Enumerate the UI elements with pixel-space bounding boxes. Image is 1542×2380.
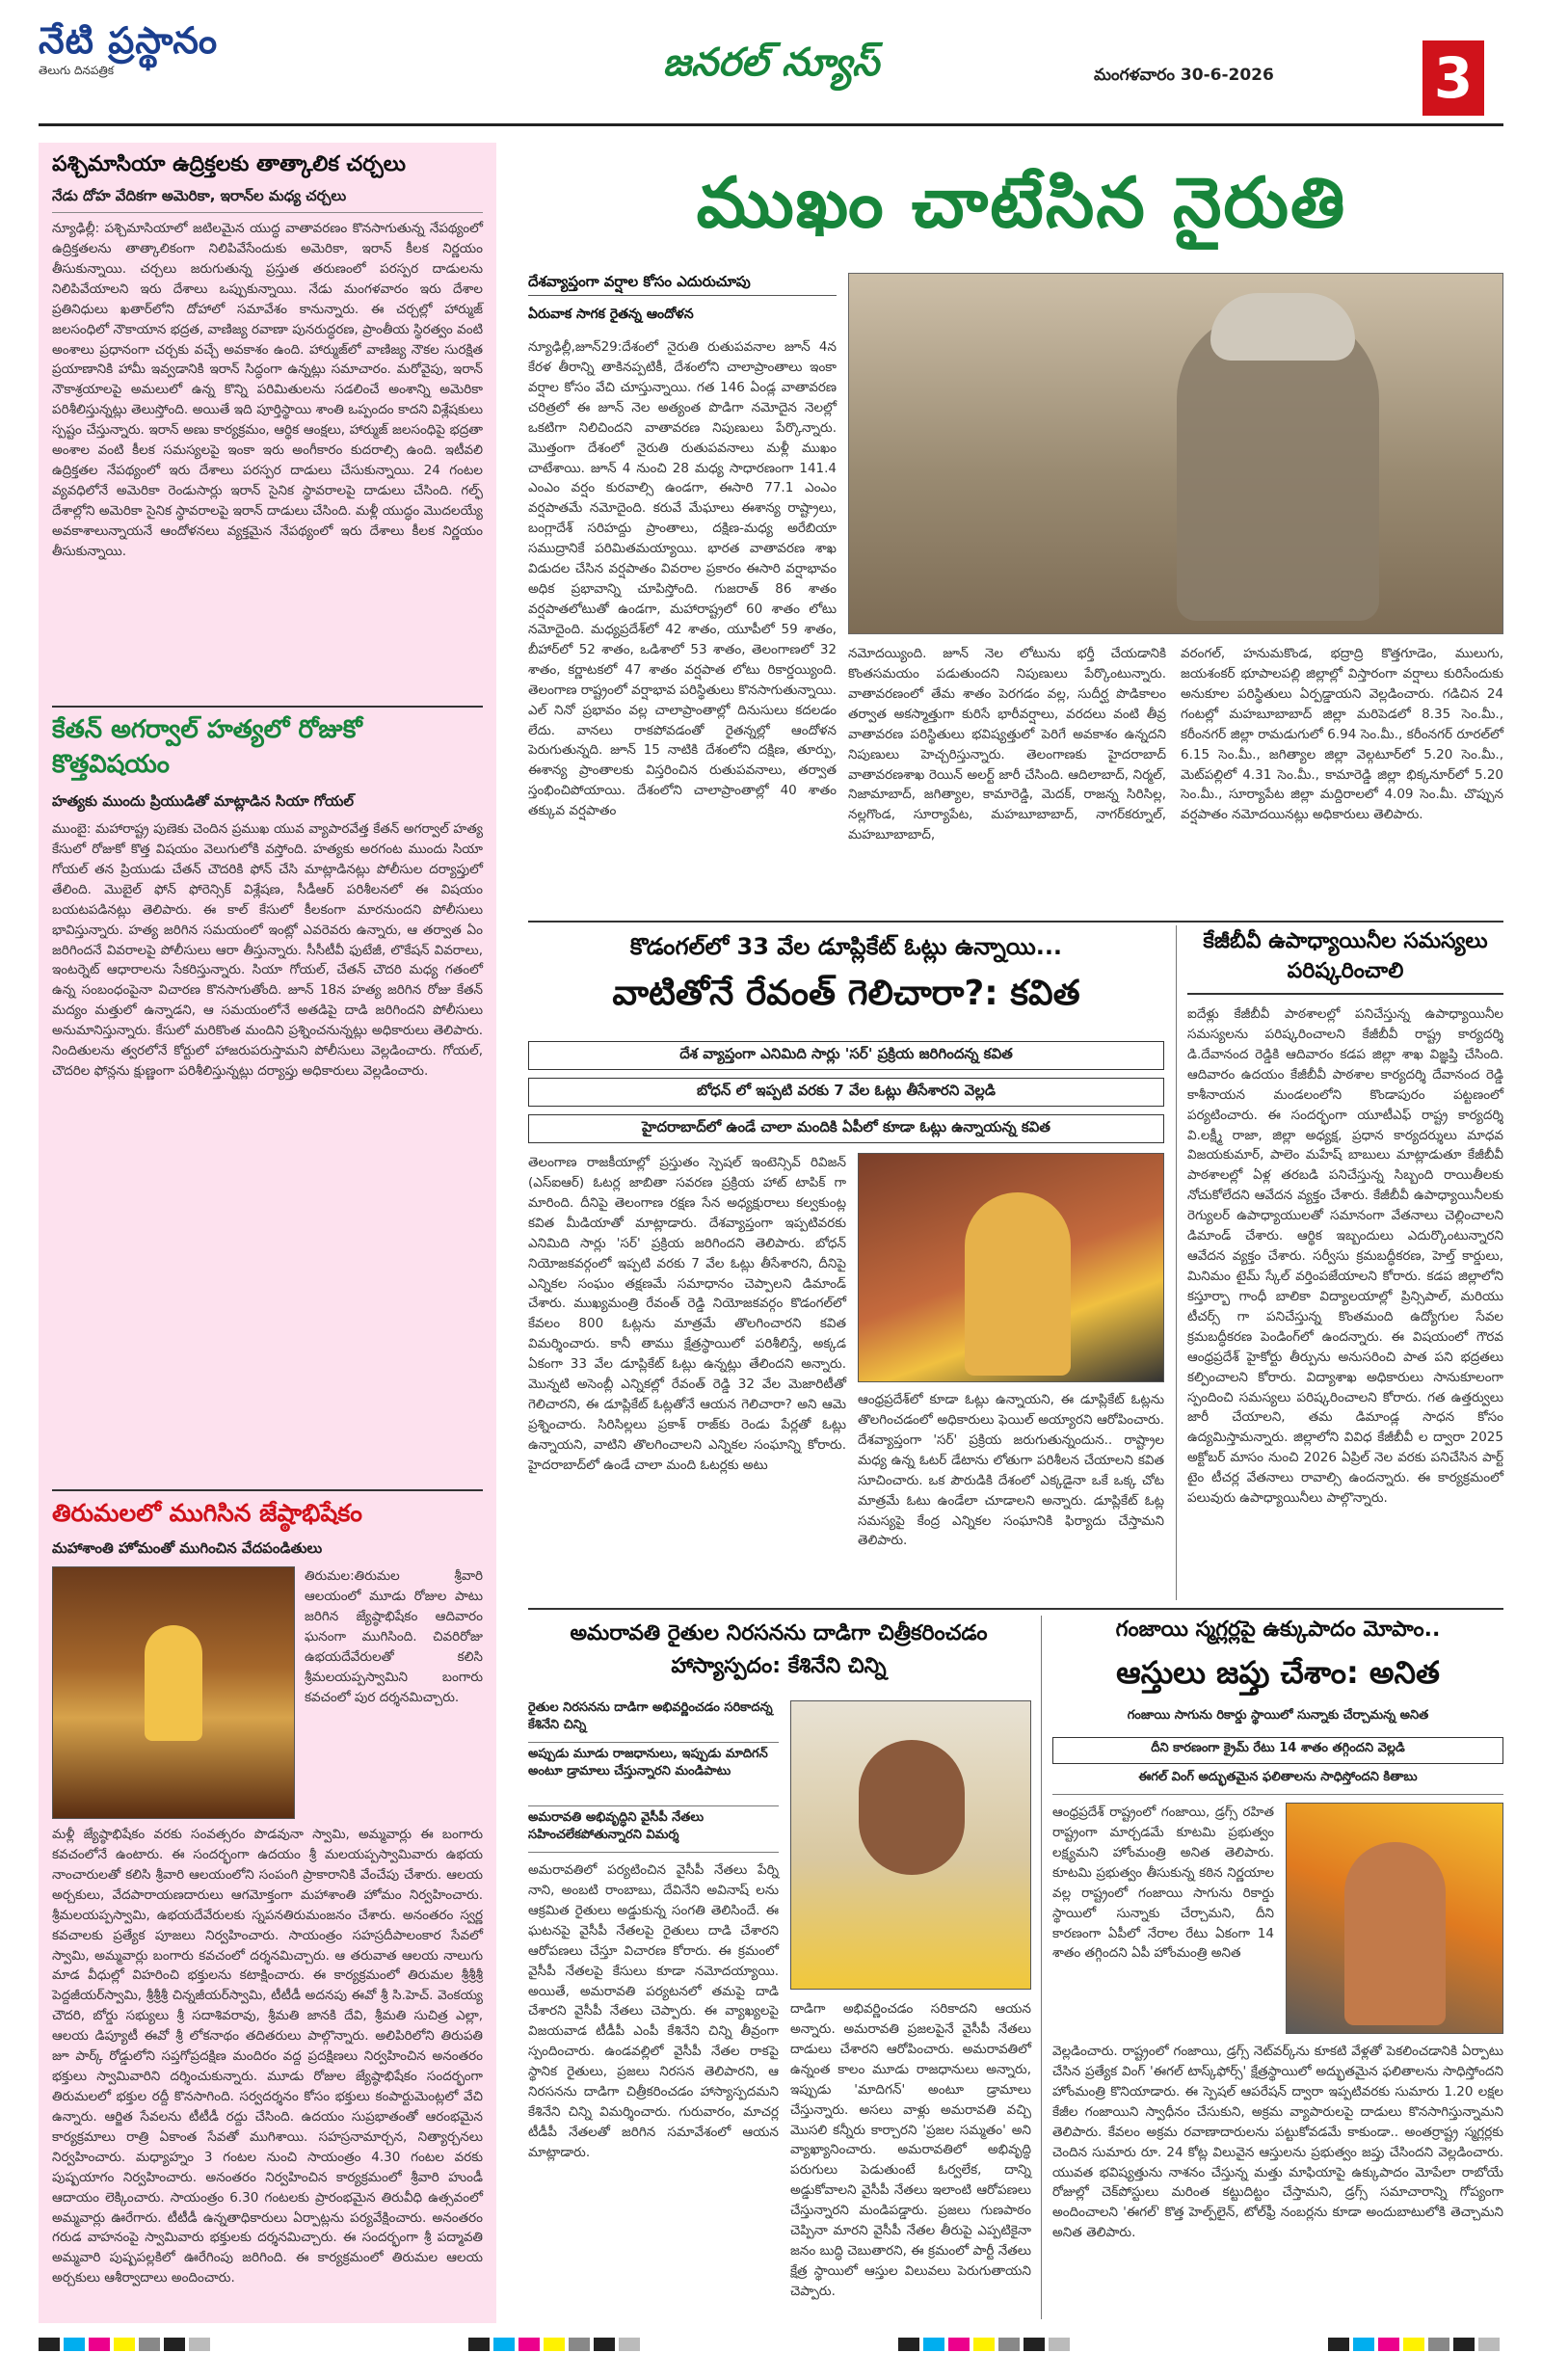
logo-subtitle: తెలుగు దినపత్రిక	[39, 64, 115, 77]
left-column	[39, 143, 496, 2323]
anitha-sub-3: ఈగల్ వింగ్ అద్భుతమైన ఫలితాలను సాధిస్తోందని కితాబు	[1052, 1770, 1503, 1795]
amaravati-photo	[790, 1700, 1031, 1990]
amaravati-body-right: దాడిగా అభివర్ణించడం సరికాదని ఆయన అన్నారు. అమరావతి ప్రజలపైనే వైసీపీ నేతలు దాడులు చేశారని ఆరోపించారు. అమరావతిలో ఉన్నంత కాలం మూడు రాజధానులు అన్నారు, ఇప్పుడు 'మాదిగన్' అంటూ డ్రామాలు చేస్తున్నారు. అసలు వాళ్లు అమరావతి వచ్చి మొసలి కన్నీరు కార్చారని 'ప్రజల సమ్మతం' అని వ్యాఖ్యానించారు. అమరావతిలో అభివృద్ధి పరుగులు పెడుతుంటే ఓర్వలేక, దాన్ని అడ్డుకోవాలని వైసీపీ నేతలు ఇలాంటి ఆరోపణలు చేస్తున్నారని మండిపడ్డారు. ప్రజలు గుణపాఠం చెప్పినా మారని వైసీపీ నేతల తీరుపై ఎప్పటికైనా జనం బుద్ధి చెబుతారని, ఈ క్రమంలో పార్టీ నేతలు క్షేత్ర స్థాయిలో ఆస్తుల విలువలు పెరుగుతాయని చెప్పారు.	[790, 2001, 1031, 2299]
anitha-kicker: గంజాయి స్మగ్లర్లపై ఉక్కుపాదం మోపాం..	[1115, 1618, 1441, 1642]
reg-group-1	[39, 2338, 214, 2355]
left-story-3-title: తిరుమలలో ముగిసిన జేష్ఠాభిషేకం	[52, 1489, 483, 1534]
amaravati-sub-3: అమరావతి అభివృద్ధిని వైసీపీ నేతలు సహించలేకపోతున్నారని విమర్శ	[528, 1810, 779, 1853]
farmer-turban	[1210, 293, 1355, 361]
left-story-1-title: పశ్చిమాసియా ఉద్రిక్తలకు తాత్కాలిక చర్చలు	[52, 152, 407, 176]
page-number: 3	[1422, 40, 1484, 116]
kavitha-sub-1: దేశ వ్యాప్తంగా ఎనిమిది సార్లు 'సర్' ప్రక్రియ జరిగిందన్న కవిత	[528, 1041, 1164, 1070]
lead-bottom-rule	[528, 921, 1503, 923]
reg-group-2	[468, 2338, 644, 2355]
kavitha-figure	[965, 1192, 1071, 1376]
kgbv-body: ఐదేళ్లు కేజీబీవీ పాఠశాలల్లో పనిచేస్తున్న ఉపాధ్యాయినీల సమస్యలను పరిష్కరించాలని కేజీబీవీ రాష్ట్ర కార్యదర్శి డి.దేవానంద రెడ్డికి ఆదివారం కడప జిల్లా శాఖ విజ్ఞప్తి చేసింది. ఆదివారం ఉదయం కేజీబీవీ పాఠశాల కార్యదర్శి దేవానంద రెడ్డి కాశీనాయన మండలంలోని కొండాపురం పట్టణంలో పర్యటించారు. ఈ సందర్భంగా యూటీఎఫ్ రాష్ట్ర కార్యదర్శి వి.లక్ష్మీ రాజా, జిల్లా అధ్యక్ష, ప్రధాన కార్యదర్శులు మాధవ విజయకుమార్, పాలెం మహేష్ బాబులు మాట్లాడుతూ కేజీబీవీ పాఠశాలల్లో ఏళ్ల తరబడి పనిచేస్తున్న సిబ్బంది రాయితీలకు నోచుకోలేదని ఆవేదన వ్యక్తం చేశారు. కేజీబీవీ ఉపాధ్యాయినీలకు రెగ్యులర్ ఉపాధ్యాయులతో సమానంగా వేతనాలు చెల్లించాలని డిమాండ్ చేశారు. ఆర్థిక ఇబ్బందులు ఎదుర్కొంటున్నారని ఆవేదన వ్యక్తం చేశారు. సర్వీసు క్రమబద్ధీకరణ, హెల్త్ కార్డులు, మినిమం టైమ్ స్కేల్ వర్తింపజేయాలని కోరారు. కడప జిల్లాలోని కస్తూర్బా గాంధీ బాలికా విద్యాలయాల్లో ప్రిన్సిపాల్, మరియు టీచర్స్ గా పనిచేస్తున్న కొంతమంది ఉద్యోగుల సేవల క్రమబద్ధీకరణ పెండింగ్‌లో ఉందన్నారు. ఈ విషయంలో గౌరవ ఆంధ్రప్రదేశ్ హైకోర్టు తీర్పును అనుసరించి పాత పని భద్రతలు కల్పించాలని కోరారు. విద్యాశాఖ అధికారులు సానుకూలంగా స్పందించి సమస్యలు పరిష్కరించాలని కోరారు. గత ఉత్తర్వులు జారీ చేయాలని, తమ డిమాండ్ల సాధన కోసం ఉద్యమిస్తామన్నారు. జిల్లాలోని వివిధ కేజీబీవీ ల ద్వారా 2025 అక్టోబర్ మాసం నుంచి 2026 ఏప్రిల్ నెల వరకు పనిచేసిన పార్ట్ టైం టీచర్ల వేతనాలు రావాల్సి ఉందన్నారు. ఈ కార్యక్రమంలో పలువురు ఉపాధ్యాయినీలు పాల్గొన్నారు.	[1187, 1006, 1503, 1507]
anitha-headline: ఆస్తులు జప్తు చేశాం: అనిత	[1116, 1654, 1440, 1691]
chinni-face	[859, 1740, 965, 1875]
temple-deity-shape	[145, 1625, 202, 1741]
reg-group-3	[898, 2338, 1074, 2355]
anitha-sub-1: గంజాయి సాగును రికార్డు స్థాయిలో సున్నాకు చేర్చామన్న అనిత	[1127, 1708, 1429, 1723]
kgbv-separator	[1176, 925, 1177, 1600]
print-registration-strip	[39, 2338, 1503, 2355]
left-story-2-title: కేతన్ అగర్వాల్ హత్యలో రోజుకో కొత్తవిషయం	[52, 706, 483, 785]
kavitha-body-right: ఆంధ్రప్రదేశ్‌లో కూడా ఓట్లు ఉన్నాయని, ఈ డూప్లికేట్ ఓట్లను తొలగించడంలో అధికారులు ఫెయిల్ అయ్యారని ఆరోపించారు. దేశవ్యాప్తంగా 'సర్' ప్రక్రియ జరుగుతున్నందున.. రాష్ట్రాల మధ్య ఉన్న ఓటర్ డేటాను లోతుగా పరిశీలన చేయాలని కవిత సూచించారు. ఒక పౌరుడికి దేశంలో ఎక్కడైనా ఒకే ఒక్క చోట మాత్రమే ఓటు ఉండేలా చూడాలని అన్నారు. డూప్లికేట్ ఓట్ల సమస్యపై కేంద్ర ఎన్నికల సంఘానికి ఫిర్యాదు చేస్తామని తెలిపారు.	[858, 1392, 1164, 1549]
lead-subhead: ఏరువాక సాగక రైతన్న ఆందోళన	[528, 307, 694, 322]
left-story-3-body: మళ్లీ జ్యేష్ఠాభిషేకం వరకు సంవత్సరం పొడవునా స్వామి, అమ్మవార్లు ఈ బంగారు కవచంలోనే ఉంటారు. ఈ సందర్భంగా ఉదయం శ్రీ మలయప్పస్వామివారు ఉభయ నాంచారులతో కలిసి శ్రీవారి ఆలయంలోని సంపంగి ప్రాకారానికి వేంచేపు చేశారు. ఆలయ అర్చకులు, వేదపారాయణదారులు ఆగమోక్తంగా మహాశాంతి హోమం నిర్వహించారు. శ్రీమలయప్పస్వామి, ఉభయదేవేరులకు స్నపనతిరుమంజనం చేశారు. అనంతరం స్వర్ణ కవచాలకు ప్రత్యేక పూజలు నిర్వహించారు. సాయంత్రం సహస్రదీపాలంకార సేవలో స్వామి, అమ్మవార్లు బంగారు కవచంలో దర్శనమిచ్చారు. ఆ తరువాత ఆలయ నాలుగు మాడ వీధుల్లో విహరించి భక్తులను కటాక్షించారు. ఈ కార్యక్రమంలో తిరుమల శ్రీశ్రీశ్రీ పెద్దజీయర్‌స్వామి, శ్రీశ్రీశ్రీ చిన్నజీయర్‌స్వామి, టీటీడీ అదనపు ఈవో శ్రీ సి.హెచ్. వెంకయ్య చౌదరి, బోర్డు సభ్యులు శ్రీ సదాశివరావు, శ్రీమతి జానకి దేవి, శ్రీమతి సుచిత్ర ఎల్లా, ఆలయ డిప్యూటీ ఈవో శ్రీ లోకనాథం తదితరులు పాల్గొన్నారు. అలిపిరిలోని తిరుపతి జూ పార్క్ రోడ్డులోని సప్తగోప్రదక్షిణ మందిరం వద్ద ప్రదక్షిణలు నిర్వహించిన అనంతరం భక్తులు స్వామివారిని దర్శించుకున్నారు. మూడు రోజుల జ్యేష్ఠాభిషేకం సందర్భంగా తిరుమలలో భక్తుల రద్దీ కొనసాగింది. సర్వదర్శనం కోసం భక్తులు కంపార్టుమెంట్లలో వేచి ఉన్నారు. ఆర్జిత సేవలను టీటీడీ రద్దు చేసింది. ఉదయం సుప్రభాతంతో ఆరంభమైన కార్యక్రమాలు రాత్రి ఏకాంత సేవతో ముగిశాయి. సహస్రనామార్చన, నిత్యార్చనలు నిర్వహించారు. మధ్యాహ్నం 3 గంటల నుంచి సాయంత్రం 4.30 గంటల వరకు పుష్పయాగం నిర్వహించారు. అనంతరం నిర్వహించిన కార్యక్రమంలో శ్రీవారి హుండీ ఆదాయం లెక్కించారు. సాయంత్రం 6.30 గంటలకు ప్రారంభమైన తిరువీధి ఉత్సవంలో అమ్మవార్లు ఊరేగారు. టీటీడీ ఉన్నతాధికారులు ఏర్పాట్లను పర్యవేక్షించారు. అనంతరం గరుడ వాహనంపై స్వామివారు భక్తులకు దర్శనమిచ్చారు. ఈ సందర్భంగా శ్రీ పద్మావతి అమ్మవారి పుష్పపల్లకిలో ఊరేగింపు జరిగింది. ఈ కార్యక్రమంలో తిరుమల ఆలయ అర్చకులు ఆశీర్వాదాలు అందించారు.	[52, 1827, 483, 2286]
lead-photo-farmer	[848, 273, 1503, 634]
masthead-logo	[39, 17, 328, 104]
kavitha-body-left: తెలంగాణ రాజకీయాల్లో ప్రస్తుతం స్పెషల్ ఇంటెన్సివ్ రివిజన్ (ఎస్ఐఆర్) ఓటర్ల జాబితా సవరణ ప్రక్రియ హాట్ టాపిక్ గా మారింది. దీనిపై తెలంగాణ రక్షణ సేన అధ్యక్షురాలు కల్వకుంట్ల కవిత మీడియాతో మాట్లాడారు. దేశవ్యాప్తంగా ఇప్పటివరకు ఎనిమిది సార్లు 'సర్' ప్రక్రియ జరిగిందని తెలిపారు. బోధన్ నియోజకవర్గంలో ఇప్పటి వరకు 7 వేల ఓట్లు తీసేశారని, దీనిపై ఎన్నికల సంఘం తక్షణమే సమాధానం చెప్పాలని డిమాండ్ చేశారు. ముఖ్యమంత్రి రేవంత్ రెడ్డి నియోజకవర్గం కొడంగల్‌లో కేవలం 800 ఓట్లను మాత్రమే తొలగించారని కవిత విమర్శించారు. కానీ తాము క్షేత్రస్థాయిలో పరిశీలిస్తే, అక్కడ ఏకంగా 33 వేల డూప్లికేట్ ఓట్లు ఉన్నట్లు తేలిందని అన్నారు. మొన్నటి అసెంబ్లీ ఎన్నికల్లో రేవంత్ రెడ్డి 32 వేల మెజారిటీతో గెలిచారని, ఈ డూప్లికేట్ ఓట్లతోనే ఆయన గెలిచారా? అని ఆమె ప్రశ్నించారు. సిరిసిల్లలు ప్రకాశ్ రాజ్‌కు రెండు పేర్లతో ఓట్లు ఉన్నాయని, వాటిని తొలగించాలని ఎన్నికల సంఘాన్ని కోరారు. హైదరాబాద్‌లో ఉండే చాలా మంది ఓటర్లకు అటు	[528, 1155, 846, 1473]
left-story-3-subtitle: మహాశాంతి హోమంతో ముగించిన వేదపండితులు	[52, 1539, 323, 1557]
lead-column-3: వరంగల్, హనుమకొండ, భద్రాద్రి కొత్తగూడెం, ములుగు, జయశంకర్ భూపాలపల్లి జిల్లాల్లో విస్తారంగా వర్షాలు కురిసేందుకు అనుకూల పరిస్థితులు ఏర్పడ్డాయని వెల్లడించారు. గడిచిన 24 గంటల్లో మహబూబాబాద్ జిల్లా మరిపెడలో 8.35 సెం.మీ., కరీంనగర్ జిల్లా రామడుగులో 6.94 సెం.మీ., కరీంనగర్ రూరల్‌లో 6.15 సెం.మీ., జగిత్యాల జిల్లా వెల్గటూర్‌లో 5.20 సెం.మీ., మెట్‌పల్లిలో 4.31 సెం.మీ., కామారెడ్డి జిల్లా భిక్కనూర్‌లో 5.20 సెం.మీ., సూర్యాపేట జిల్లా మద్దిరాలలో 4.09 సెం.మీ. చొప్పున వర్షపాతం నమోదయినట్లు అధికారులు తెలిపారు.	[1181, 646, 1503, 823]
page-date: మంగళవారం 30-6-2026	[1094, 66, 1274, 85]
kgbv-headline: కేజీబీవీ ఉపాధ్యాయినీల సమస్యలు పరిష్కరించాలి	[1187, 927, 1503, 995]
left-story-3-intro: తిరుమల:తిరుమల శ్రీవారి ఆలయంలో మూడు రోజుల పాటు జరిగిన జ్యేష్ఠాభిషేకం ఆదివారం ఘనంగా ముగిసింది. చివరిరోజు ఉభయదేవేరులతో కలిసి శ్రీమలయప్పస్వామిని బంగారు కవచంలో పుర దర్శనమిచ్చారు.	[305, 1568, 483, 1705]
anitha-body-left: ఆంధ్రప్రదేశ్ రాష్ట్రంలో గంజాయి, డ్రగ్స్ రహిత రాష్ట్రంగా మార్చడమే కూటమి ప్రభుత్వం లక్ష్యమని హోంమంత్రి అనిత తెలిపారు. కూటమి ప్రభుత్వం తీసుకున్న కఠిన నిర్ణయాల వల్ల రాష్ట్రంలో గంజాయి సాగును రికార్డు స్థాయిలో సున్నాకు చేర్చామని, దీని కారణంగా ఏపీలో నేరాల రేటు ఏకంగా 14 శాతం తగ్గిందని ఏపీ హోంమంత్రి అనిత	[1052, 1805, 1274, 1962]
masthead-rule	[39, 123, 1503, 126]
temple-photo	[52, 1566, 295, 1819]
lead-headline: ముఖం చాటేసిన నైరుతి	[696, 162, 1347, 243]
left-story-1-subtitle: నేడు దోహ వేదికగా అమెరికా, ఇరాన్‌ల మధ్య చర్చలు	[52, 187, 483, 213]
anitha-photo	[1286, 1803, 1503, 2034]
amaravati-sub-1: రైతుల నిరసనను దాడిగా అభివర్ణించడం సరికాదన్న కేశినేని చిన్ని	[528, 1700, 779, 1743]
anitha-sub-2: దీని కారణంగా క్రైమ్ రేటు 14 శాతం తగ్గిందని వెల్లడి	[1052, 1737, 1503, 1764]
logo-title: నేటి ప్రస్థానం	[39, 19, 219, 62]
anitha-figure	[1344, 1842, 1446, 2025]
amaravati-headline: అమరావతి రైతుల నిరసనను దాడిగా చిత్రీకరించడం హాస్యాస్పదం: కేశినేని చిన్ని	[570, 1621, 988, 1679]
mid-rule	[528, 1608, 1503, 1610]
kavitha-headline: వాటితోనే రేవంత్ గెలిచారా?: కవిత	[612, 974, 1080, 1013]
kavitha-kicker: కొడంగల్‌లో 33 వేల డూప్లికేట్ ఓట్లు ఉన్నాయి...	[629, 933, 1063, 960]
amaravati-sub-2: అప్పుడు మూడు రాజధానులు, ఇప్పుడు మాదిగన్ అంటూ డ్రామాలు చేస్తున్నారని మండిపాటు	[528, 1747, 779, 1806]
section-title: జనరల్ న్యూస్	[662, 40, 880, 85]
anitha-separator	[1041, 1616, 1042, 2319]
left-story-2-body: ముంబై: మహారాష్ట్ర పుణెకు చెందిన ప్రముఖ యువ వ్యాపారవేత్త కేతన్ అగర్వాల్ హత్య కేసులో రోజుకో కొత్త విషయం వెలుగులోకి వస్తోంది. హత్యకు అరగంట ముందు సియా గోయల్ తన ప్రియుడు చేతన్ చౌదరికి ఫోన్ చేసి మాట్లాడినట్లు పోలీసుల దర్యాప్తులో తేలింది. మొబైల్ ఫోన్ ఫోరెన్సిక్ విశ్లేషణ, సీడీఆర్ పరిశీలనలో ఈ విషయం బయటపడినట్లు తెలిపారు. ఈ కాల్ కేసులో కీలకంగా మారనుందని పోలీసులు భావిస్తున్నారు. హత్య జరిగిన సమయంలో ఇంట్లో ఎవరెవరు ఉన్నారు, ఆ తర్వాత ఏం జరిగిందనే వివరాలపై పోలీసులు ఆరా తీస్తున్నారు. సీసీటీవీ ఫుటేజీ, లొకేషన్ వివరాలు, ఇంటర్నెట్ ఆధారాలను సేకరిస్తున్నారు. సియా గోయల్, చేతన్ చౌదరి మధ్య గతంలో ఉన్న సంబంధంపైనా విచారణ కొనసాగుతోంది. జూన్ 18న హత్య జరిగిన రోజు కేతన్ మద్యం మత్తులో ఉన్నాడని, ఆ సమయంలోనే అతడిపై దాడి జరిగిందని పోలీసులు అనుమానిస్తున్నారు. కేసులో మరికొంత మందిని ప్రశ్నించనున్నట్లు అధికారులు తెలిపారు. నిందితులను త్వరలోనే కోర్టులో హాజరుపరుస్తామని పోలీసులు వెల్లడించారు. గోయల్, చౌదరిల ఫోన్లను క్షుణ్ణంగా పరిశీలిస్తున్నట్లు దర్యాప్తు అధికారులు వెల్లడించారు.	[52, 821, 483, 1080]
kavitha-sub-3: హైదరాబాద్‌లో ఉండే చాలా మందికి ఏపీలో కూడా ఓట్లు ఉన్నాయన్న కవిత	[528, 1114, 1164, 1143]
kavitha-sub-2: బోధన్ లో ఇప్పటి వరకు 7 వేల ఓట్లు తీసేశారని వెల్లడి	[528, 1078, 1164, 1107]
lead-column-2: నమోదయ్యింది. జూన్ నెల లోటును భర్తీ చేయడానికి కొంతసమయం పడుతుందని నిపుణులు పేర్కొంటున్నారు. వాతావరణంలో తేమ శాతం పెరగడం వల్ల, సుదీర్ఘ పొడికాలం తర్వాత అకస్మాత్తుగా కురిసే భారీవర్షాలు, వరదలు వంటి తీవ్ర వాతావరణ పరిస్థితులు భవిష్యత్తులో పెరిగే అవకాశం ఉన్నదని నిపుణులు హెచ్చరిస్తున్నారు. తెలంగాణకు హైదరాబాద్ వాతావరణశాఖ రెయిన్ అలర్ట్ జారీ చేసింది. ఆదిలాబాద్, నిర్మల్, నిజామాబాద్, జగిత్యాల, కామారెడ్డి, మెదక్, రాజన్న సిరిసిల్ల, నల్లగొండ, సూర్యాపేట, మహబూబాబాద్, నాగర్‌కర్నూల్, మహబూబాబాద్,	[848, 646, 1166, 843]
left-story-1-body: న్యూఢిల్లీ: పశ్చిమాసియాలో జటిలమైన యుద్ధ వాతావరణం కొనసాగుతున్న నేపథ్యంలో ఉద్రిక్తతలను తాత్కాలికంగా నిలిపివేసేందుకు అమెరికా, ఇరాన్‌ కీలక నిర్ణయం తీసుకున్నాయి. చర్చలు జరుగుతున్న ప్రస్తుత తరుణంలో పరస్పర దాడులను నిలిపివేయాలని ఇరు దేశాలు ఒప్పుకున్నాయి. నేడు మంగళవారం ఇరు దేశాల ప్రతినిధులు ఖతార్‌లోని దోహాలో సమావేశం కానున్నారు. ఈ చర్చల్లో హార్ముజ్ జలసంధిలో నౌకాయాన భద్రత, వాణిజ్య రవాణా పునరుద్ధరణ, ప్రాంతీయ స్థిరత్వం వంటి అంశాలు ప్రధానంగా చర్చకు వచ్చే అవకాశం ఉంది. హార్ముజ్‌లో వాణిజ్య నౌకల సురక్షిత ప్రయాణానికి హామీ ఇవ్వడానికి ఇరాన్ సిద్ధంగా ఉన్నట్లు సమాచారం. మరోవైపు, ఇరాన్ నౌకాశ్రయాలపై అమలులో ఉన్న కొన్ని పరిమితులను సడలించే అంశాన్ని అమెరికా పరిశీలిస్తున్నట్లు తెలుస్తోంది. అయితే ఇది పూర్తిస్థాయి శాంతి ఒప్పందం కాదని విశ్లేషకులు స్పష్టం చేస్తున్నారు. ఇరాన్ అణు కార్యక్రమం, ఆర్థిక ఆంక్షలు, హార్ముజ్ జలసంధిపై భద్రతా అంశాల వంటి కీలక సమస్యలపై ఇంకా ఇరు అంగీకారం కుదరాల్సి ఉంది. ఇటీవలి ఉద్రిక్తతల నేపథ్యంలో ఇరు దేశాలు పరస్పర దాడులు చేసుకున్నాయి. 24 గంటల వ్యవధిలోనే అమెరికా రెండుసార్లు ఇరాన్ సైనిక స్థావరాలపై దాడులు చేసింది. గల్ఫ్ దేశాల్లోని అమెరికా సైనిక స్థావరాలపై ఇరాన్ దాడులు చేసింది. మళ్లీ యుద్ధం మొదలయ్యే అవకాశాలున్నాయనే ఆందోళనలు వ్యక్తమైన నేపథ్యంలో ఇరు దేశాలు కీలక నిర్ణయం తీసుకున్నాయి.	[52, 221, 483, 559]
lead-kicker: దేశవ్యాప్తంగా వర్షాల కోసం ఎదురుచూపు	[528, 273, 837, 296]
amaravati-body-left: అమరావతిలో పర్యటించిన వైసీపీ నేతలు పేర్ని నాని, అంబటి రాంబాబు, దేవినేని అవినాష్ లను ఆక్రమిత రైతులు అడ్డుకున్న సంగతి తెలిసిందే. ఈ ఘటనపై వైసీపీ నేతలపై రైతులు దాడి చేశారని ఆరోపణలు చేస్తూ విచారణ కోరారు. ఈ క్రమంలో వైసీపీ నేతలపై కేసులు కూడా నమోదయ్యాయి. అయితే, అమరావతి పర్యటనలో తమపై దాడి చేశారని వైసీపీ నేతలు చెప్పారు. ఈ వ్యాఖ్యలపై విజయవాడ టీడీపీ ఎంపీ కేశినేని చిన్ని తీవ్రంగా స్పందించారు. ఉండవల్లిలో వైసీపీ నేతల రాకపై స్థానిక రైతులు, ప్రజలు నిరసన తెలిపారని, ఆ నిరసనను దాడిగా చిత్రీకరించడం హాస్యాస్పదమని కేశినేని చిన్ని విమర్శించారు. గురువారం, మాచర్ల టీడీపీ నేతలతో జరిగిన సమావేశంలో ఆయన మాట్లాడారు.	[528, 1862, 779, 2160]
kavitha-photo	[858, 1153, 1164, 1382]
reg-group-4	[1328, 2338, 1503, 2355]
anitha-body-full: వెల్లడించారు. రాష్ట్రంలో గంజాయి, డ్రగ్స్ నెట్‌వర్క్‌ను కూకటి వేళ్లతో పెకలించడానికి ఏర్పాటు చేసిన ప్రత్యేక వింగ్ 'ఈగల్ టాస్క్‌ఫోర్స్' క్షేత్రస్థాయిలో అద్భుతమైన ఫలితాలను సాధిస్తోందని హోంమంత్రి కొనియాడారు. ఈ స్పెషల్ ఆపరేషన్ ద్వారా ఇప్పటివరకు సుమారు 1.20 లక్షల కేజీల గంజాయిని స్వాధీనం చేసుకుని, అక్రమ వ్యాపారులపై దాడులు కొనసాగిస్తున్నామని తెలిపారు. కేవలం అక్రమ రవాణాదారులను పట్టుకోవడమే కాకుండా.. అంతర్రాష్ట్ర స్మగ్లర్లకు చెందిన సుమారు రూ. 24 కోట్ల విలువైన ఆస్తులను ప్రభుత్వం జప్తు చేసిందని వెల్లడించారు. యువత భవిష్యత్తును నాశనం చేస్తున్న మత్తు మాఫియాపై ఉక్కుపాదం మోపేలా రాబోయే రోజుల్లో చెక్‌పోస్టులు మరింత కట్టుదిట్టం చేస్తామని, డ్రగ్స్ సమాచారాన్ని గోప్యంగా అందించాలని 'ఈగల్' కొత్త హెల్ప్‌లైన్, టోల్‌ఫ్రీ నంబర్లను కూడా అందుబాటులోకి తెచ్చామని అనిత తెలిపారు.	[1052, 2044, 1503, 2241]
lead-column-1: న్యూఢిల్లీ,జూన్29:దేశంలో నైరుతి రుతుపవనాల జూన్ 4న కేరళ తీరాన్ని తాకినప్పటికీ, దేశంలోని చాలాప్రాంతాలు ఇంకా వర్షాల కోసం వేచి చూస్తున్నాయి. గత 146 ఏండ్ల వాతావరణ చరిత్రలో ఈ జూన్ నెల అత్యంత పొడిగా నమోదైన నెలల్లో ఒకటిగా నిలిచిందని వాతావరణ నిపుణులు పేర్కొన్నారు. మొత్తంగా దేశంలో నైరుతి రుతుపవనాలు మళ్లీ ముఖం చాటేశాయి. జూన్ 4 నుంచి 28 మధ్య సాధారణంగా 141.4 ఎంఎం వర్షం కురవాల్సి ఉండగా, ఈసారి 77.1 ఎంఎం వర్షపాతమే నమోదైంది. కరువే మేఘాలు ఈశాన్య రాష్ట్రాలు, బంగ్లాదేశ్ సరిహద్దు ప్రాంతాలు, దక్షిణ-మధ్య అరేబియా సముద్రానికే పరిమితమయ్యాయి. భారత వాతావరణ శాఖ విడుదల చేసిన వర్షపాతం వివరాల ప్రకారం ఈసారి వర్షాభావం అధిక ప్రభావాన్ని చూపిస్తోంది. గుజరాత్ 86 శాతం వర్షపాతలోటుతో ఉండగా, మహారాష్ట్రలో 60 శాతం లోటు నమోదైంది. మధ్యప్రదేశ్‌లో 42 శాతం, యూపీలో 59 శాతం, బీహార్‌లో 52 శాతం, ఒడిశాలో 53 శాతం, తెలంగాణలో 32 శాతం, కర్ణాటకలో 47 శాతం వర్షపాత లోటు రికార్డయ్యింది. తెలంగాణ రాష్ట్రంలో వర్షాభావ పరిస్థితులు కొనసాగుతున్నాయి. ఎల్ నినో ప్రభావం వల్ల చాలాప్రాంతాల్లో దినుసులు కదలడం లేదు. వానలు రాకపోవడంతో రైతన్నల్లో ఆందోళన పెరుగుతున్నది. జూన్ 15 నాటికి దేశంలోని దక్షిణ, తూర్పు, ఈశాన్య ప్రాంతాలకు విస్తరించిన రుతుపవనాలు, తర్వాత స్తంభించిపోయాయి. దేశంలోని చాలాప్రాంతాల్లో 40 శాతం తక్కువ వర్షపాతం	[528, 339, 837, 819]
left-story-2-subtitle: హత్యకు ముందు ప్రియుడితో మాట్లాడిన సియా గోయల్	[52, 792, 355, 810]
